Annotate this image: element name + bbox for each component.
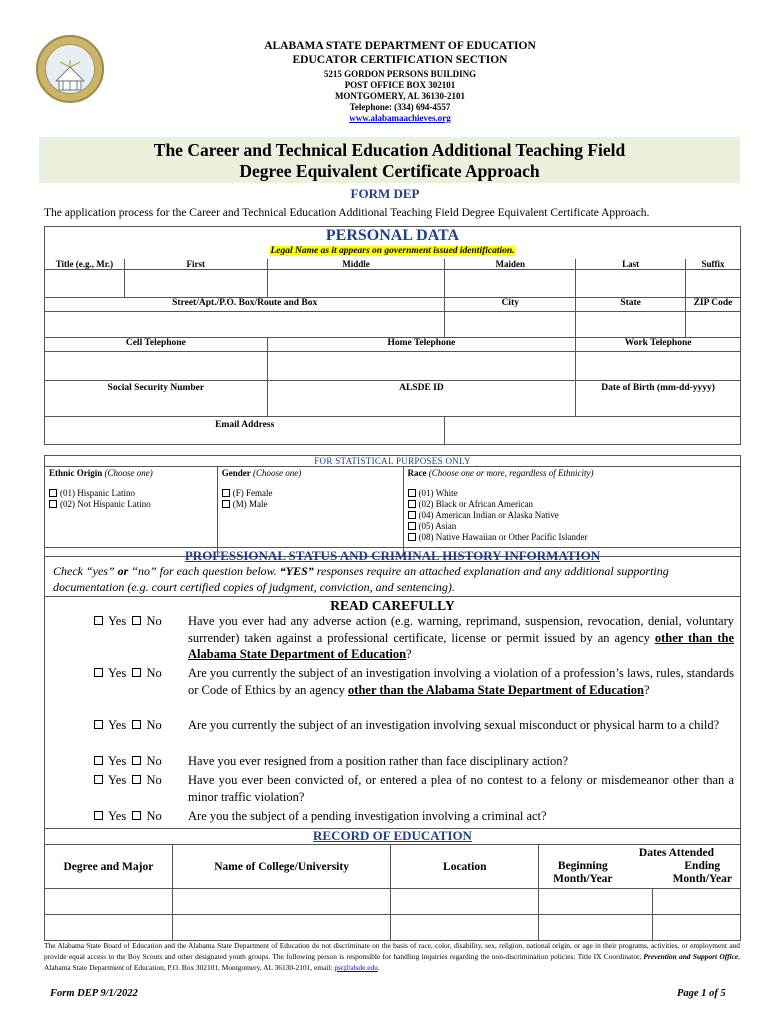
checkbox-icon [408,511,416,519]
q3-yes-no[interactable]: Yes No [94,717,162,733]
checkbox-icon [222,500,230,508]
question-1: Have you ever had any adverse action (e.g. warning, reprimand, suspension, revocation, denial, voluntary surrender) taken against a professional certificate, license or permit issued by an agency other than the Alabama State Department of Education? [188,614,734,661]
ssn-field[interactable] [45,394,268,416]
question-2: Are you currently the subject of an investigation involving a violation of a profession’s laws, rules, standards or Code of Ethics by an agency other than the Alabama State Department of Education? [188,666,734,697]
first-name-label: First [124,259,267,270]
page-number: Page 1 of 5 [677,988,726,999]
form-id: FORM DEP [350,186,420,201]
dates-attended-label: Dates Attended [638,847,714,859]
professional-instructions: Check “yes” or “no” for each question below. “YES” responses require an attached explanation and any additional supporting documentation (e.g. court certified copies of judgment, conviction, and sentencing). [45,563,740,597]
begin-date-field-1[interactable] [539,889,653,915]
checkbox-icon [132,775,141,784]
gender-group [217,467,403,557]
alabama-seal-logo [36,35,104,103]
email-link[interactable]: psr@alsde.edu [334,963,378,972]
checkbox-icon [408,533,416,541]
city-field[interactable] [445,311,576,337]
q4-yes-no[interactable]: Yes No [94,753,162,769]
checkbox-icon [132,756,141,765]
state-field[interactable] [576,311,686,337]
zip-label: ZIP Code [686,297,741,311]
race-option-pacific-islander[interactable]: (08) Native Hawaiian or Other Pacific Islander [408,532,737,543]
gender-label: Gender [221,468,251,478]
checkbox-icon [94,756,103,765]
q6-yes-no[interactable]: Yes No [94,808,162,824]
checkbox-icon [132,720,141,729]
title-label: Title (e.g., Mr.) [45,259,125,270]
telephone: Telephone: (334) 694-4557 [349,102,451,112]
form-version: Form DEP 9/1/2022 [50,988,138,999]
education-table [44,828,741,941]
checkbox-icon [94,811,103,820]
race-option-american-indian[interactable]: (04) American Indian or Alaska Native [408,510,737,521]
college-header: Name of College/University [172,845,391,889]
checkbox-icon [94,668,103,677]
first-name-field[interactable] [124,269,267,297]
q2-yes-no[interactable]: Yes No [94,665,162,681]
statistical-table [44,455,741,557]
po-box: POST OFFICE BOX 302101 [344,80,456,90]
location-header: Location [391,845,539,889]
checkbox-icon [94,616,103,625]
cell-phone-label: Cell Telephone [45,337,268,351]
q1-yes-no[interactable]: Yes No [94,613,162,629]
email-field[interactable] [445,416,741,444]
question-5: Have you ever been convicted of, or entered a plea of no contest to a felony or misdemeanor other than a minor traffic violation? [188,773,734,804]
section-name: EDUCATOR CERTIFICATION SECTION [292,54,508,66]
title-field[interactable] [45,269,125,297]
personal-data-table [44,226,741,445]
professional-heading: PROFESSIONAL STATUS AND CRIMINAL HISTORY INFORMATION [184,548,601,563]
question-3: Are you currently the subject of an investigation involving sexual misconduct or physical harm to a child? [188,718,720,732]
dob-label: Date of Birth (mm-dd-yyyy) [576,380,741,394]
home-phone-label: Home Telephone [267,337,576,351]
website-link[interactable]: www.alabamaachieves.org [349,113,451,123]
end-date-field-2[interactable] [653,915,741,941]
college-field-1[interactable] [172,889,391,915]
last-name-label: Last [576,259,686,270]
checkbox-icon [94,720,103,729]
title-line-1: The Career and Technical Education Additional Teaching Field [153,140,626,160]
read-carefully-heading: READ CAREFULLY [330,598,455,613]
q5-yes-no[interactable]: Yes No [94,772,162,788]
ending-label: Ending [684,860,721,872]
dates-header [539,845,741,889]
legal-name-note: Legal Name as it appears on government issued identification. [270,246,515,256]
checkbox-icon [222,489,230,497]
title-line-2: Degree Equivalent Certificate Approach [239,161,540,181]
building-address: 5215 GORDON PERSONS BUILDING [323,69,477,79]
location-field-1[interactable] [391,889,539,915]
home-phone-field[interactable] [267,351,576,380]
education-heading: RECORD OF EDUCATION [45,829,741,845]
gender-option-male[interactable]: (M) Male [222,499,399,510]
checkbox-icon [49,489,57,497]
race-option-asian[interactable]: (05) Asian [408,521,737,532]
alsde-id-label: ALSDE ID [267,380,576,394]
race-label: Race [407,468,427,478]
checkbox-icon [408,522,416,530]
end-date-field-1[interactable] [653,889,741,915]
race-option-white[interactable]: (01) White [408,488,737,499]
maiden-name-label: Maiden [445,259,576,270]
begin-date-field-2[interactable] [539,915,653,941]
work-phone-field[interactable] [576,351,741,380]
checkbox-icon [49,500,57,508]
last-name-field[interactable] [576,269,686,297]
alsde-id-field[interactable] [267,394,576,416]
checkbox-icon [94,775,103,784]
ethnic-label: Ethnic Origin [49,468,103,478]
ending-month-year: Month/Year [672,873,732,885]
seal-building-icon [45,44,95,94]
ethnic-hint: (Choose one) [104,468,153,478]
dob-field[interactable] [576,394,741,416]
ssn-label: Social Security Number [45,380,268,394]
ethnic-option-not-hispanic[interactable]: (02) Not Hispanic Latino [49,499,213,510]
state-label: State [576,297,686,311]
college-field-2[interactable] [172,915,391,941]
personal-data-heading: PERSONAL DATA [325,227,460,244]
degree-field-1[interactable] [45,889,173,915]
race-option-black[interactable]: (02) Black or African American [408,499,737,510]
work-phone-label: Work Telephone [576,337,741,351]
department-name: ALABAMA STATE DEPARTMENT OF EDUCATION [264,40,536,52]
statistical-heading: FOR STATISTICAL PURPOSES ONLY [45,456,741,467]
question-4: Have you ever resigned from a position rather than face disciplinary action? [188,754,569,768]
suffix-label: Suffix [686,259,741,270]
checkbox-icon [408,500,416,508]
checkbox-icon [132,811,141,820]
city-line: MONTGOMERY, AL 36130-2101 [334,91,466,101]
intro-text: The application process for the Career and Technical Education Additional Teaching Field Degree Equivalent Certificate Approach. [44,207,650,219]
beginning-month-year: Month/Year [553,873,613,885]
nondiscrimination-notice: The Alabama State Board of Education and the Alabama State Department of Education do not discriminate on the basis of race, color, disability, sex, religion, national origin, or age in their programs, activities, or employment and provide equal access to the Boy Scouts and other designated youth groups. The following person is responsible for handling inquiries regarding the non-discrimination policies: Title IX Coordinator, Prevention and Support Office, Alabama State Department of Education, P.O. Box 302101, Montgomery, AL 36130-2101, email: psr@alsde.edu. [44,941,740,972]
degree-header: Degree and Major [45,845,173,889]
checkbox-icon [132,668,141,677]
location-field-2[interactable] [391,915,539,941]
checkbox-icon [408,489,416,497]
form-title-banner [39,137,740,183]
race-group [403,467,741,557]
cell-phone-field[interactable] [45,351,268,380]
checkbox-icon [132,616,141,625]
question-6: Are you the subject of a pending investigation involving a criminal act? [188,809,547,823]
ethnic-option-hispanic[interactable]: (01) Hispanic Latino [49,488,213,499]
suffix-field[interactable] [686,269,741,297]
middle-name-field[interactable] [267,269,445,297]
beginning-label: Beginning [557,860,608,872]
zip-field[interactable] [686,311,741,337]
middle-name-label: Middle [267,259,445,270]
gender-hint: (Choose one) [253,468,302,478]
city-label: City [445,297,576,311]
degree-field-2[interactable] [45,915,173,941]
street-field[interactable] [45,311,445,337]
ethnic-origin-group [45,467,218,557]
race-hint: (Choose one or more, regardless of Ethnicity) [428,468,594,478]
street-label: Street/Apt./P.O. Box/Route and Box [45,297,445,311]
gender-option-female[interactable]: (F) Female [222,488,399,499]
email-label: Email Address [45,416,445,444]
maiden-name-field[interactable] [445,269,576,297]
